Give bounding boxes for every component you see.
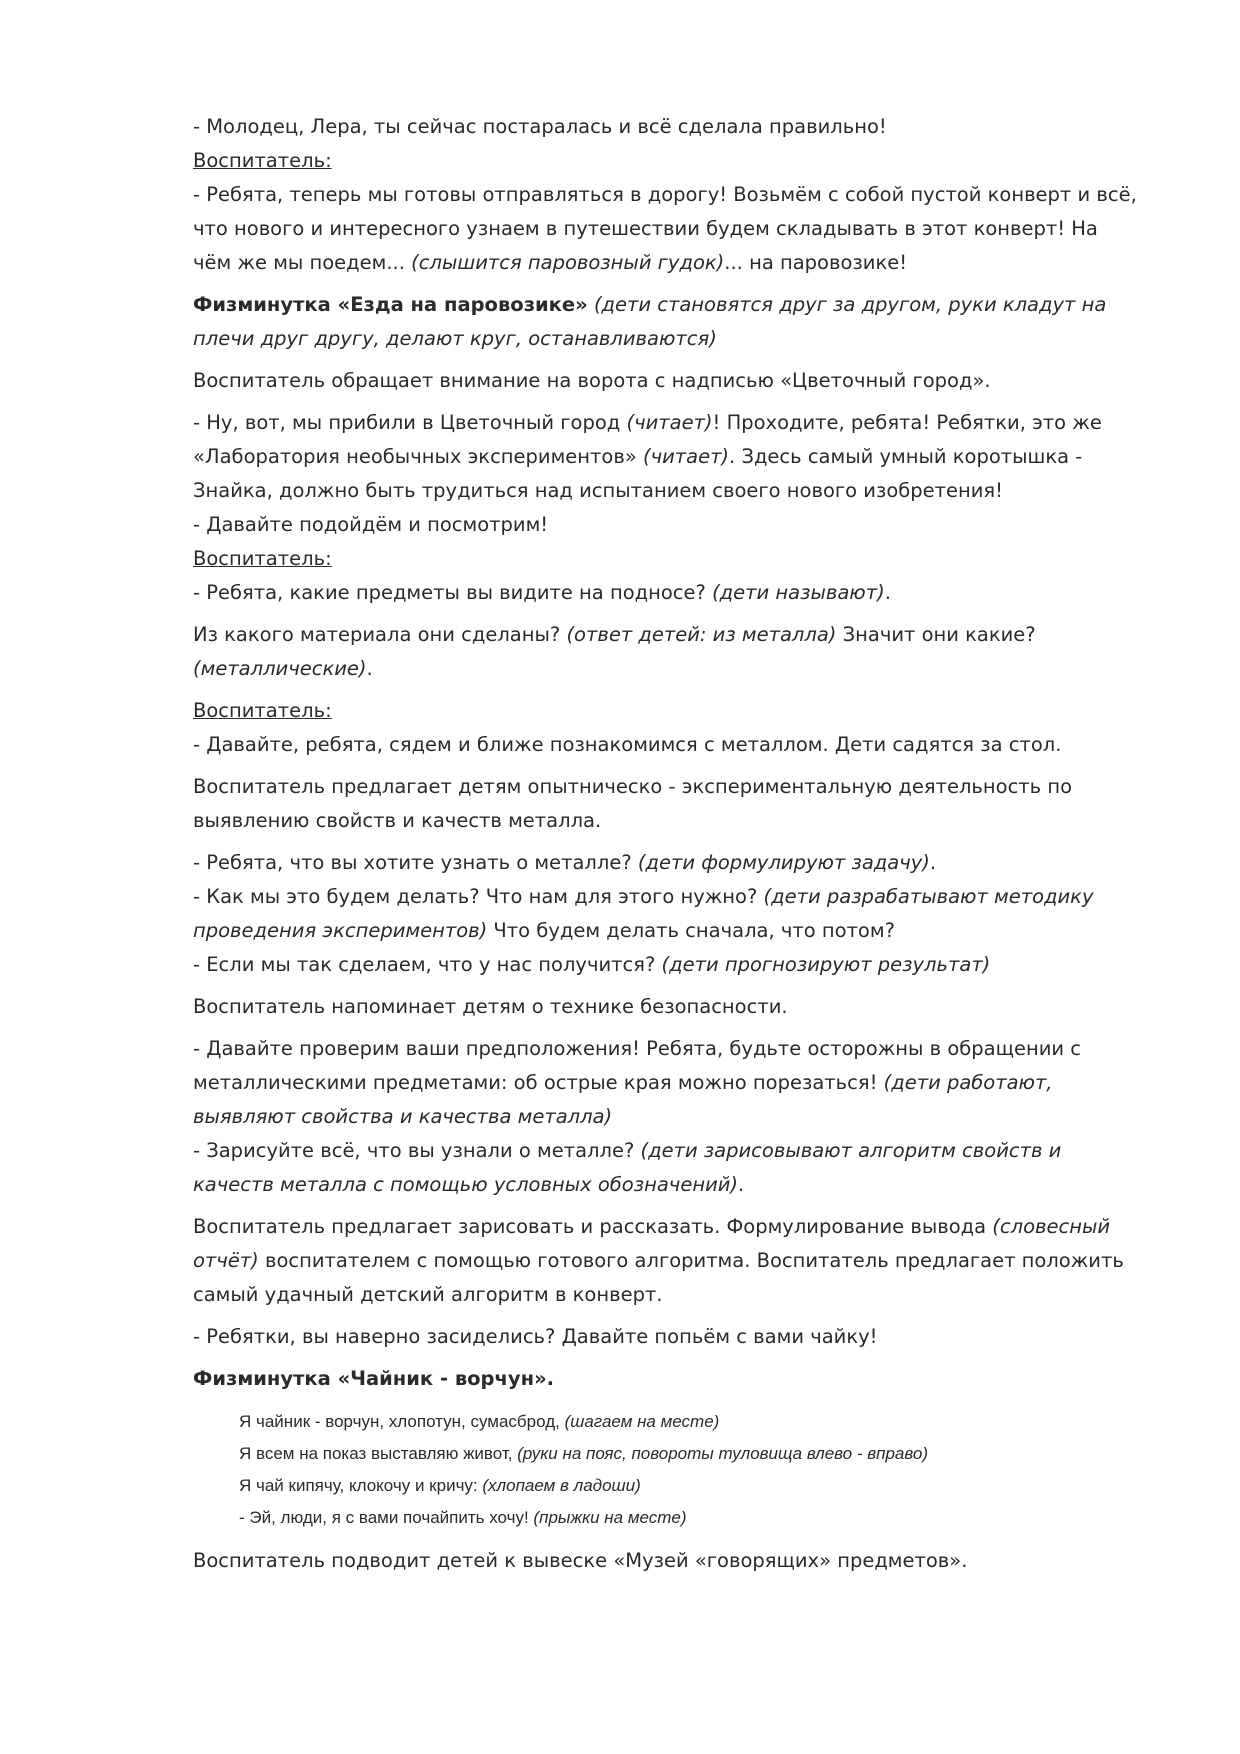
paragraph: Воспитатель предлагает детям опытническо - экспериментальную деятельность по выявлению свойств и качеств металла. [193,775,1073,832]
paragraph: Из какого материала они сделаны? (ответ детей: из металла) Значит они какие? (металлические). [193,623,1036,680]
poem-line: - Эй, люди, я с вами почайпить хочу! (прыжки на месте) [239,1508,687,1527]
paragraph: - Если мы так сделаем, что у нас получится? (дети прогнозируют результат) [193,953,991,976]
section-heading: Физминутка «Езда на паровозике» (дети становятся друг за другом, руки кладут на плечи друг другу, делают круг, останавливаются) [193,293,1107,350]
paragraph: - Давайте проверим ваши предположения! Ребята, будьте осторожны в обращении с металлическими предметами: об острые края можно порезаться! (дети работают, выявляют свойства и качества металла) [193,1037,1081,1128]
paragraph: - Ребята, какие предметы вы видите на подносе? (дети называют). [193,581,891,604]
paragraph: - Ребята, что вы хотите узнать о металле? (дети формулируют задачу). [193,851,937,874]
paragraph: - Как мы это будем делать? Что нам для этого нужно? (дети разрабатывают методику проведения экспериментов) Что будем делать сначала, что потом? [193,885,1094,942]
paragraph: - Ребята, теперь мы готовы отправляться в дорогу! Возьмём с собой пустой конверт и всё, что нового и интересного узнаем в путешествии будем складывать в этот конверт! На чём же мы поедем... (слышится паровозный гудок)... на паровозике! [193,183,1137,274]
poem-line: Я всем на показ выставляю живот, (руки на пояс, повороты туловища влево - вправо) [239,1444,928,1463]
paragraph: - Молодец, Лера, ты сейчас постаралась и всё сделала правильно! [193,115,887,138]
paragraph: - Давайте подойдём и посмотрим! [193,513,549,536]
paragraph: Воспитатель подводит детей к вывеске «Музей «говорящих» предметов». [193,1549,968,1572]
paragraph: Воспитатель предлагает зарисовать и рассказать. Формулирование вывода (словесный отчёт) воспитателем с помощью готового алгоритма. Воспитатель предлагает положить самый удачный детский алгоритм в конверт. [193,1215,1124,1306]
paragraph: - Зарисуйте всё, что вы узнали о металле? (дети зарисовывают алгоритм свойств и качеств металла с помощью условных обозначений). [193,1139,1062,1196]
paragraph: - Ребятки, вы наверно засиделись? Давайте попьём с вами чайку! [193,1325,878,1348]
poem-line: Я чайник - ворчун, хлопотун, сумасброд, (шагаем на месте) [239,1412,720,1431]
poem [177,1406,1137,1534]
paragraph: Воспитатель напоминает детям о технике безопасности. [193,995,788,1018]
section-heading: Физминутка «Чайник - ворчун». [193,1367,555,1390]
paragraph: - Ну, вот, мы прибили в Цветочный город (читает)! Проходите, ребята! Ребятки, это же «Лаборатория необычных экспериментов» (читает). Здесь самый умный коротышка - Знайка, должно быть трудиться над испытанием своего нового изобретения! [193,411,1102,502]
speaker-label: Воспитатель: [193,547,332,570]
poem-line: Я чай кипячу, клокочу и кричу: (хлопаем в ладоши) [239,1476,641,1495]
speaker-label: Воспитатель: [193,149,332,172]
document-body [177,110,1137,1578]
paragraph: - Давайте, ребята, сядем и ближе познакомимся с металлом. Дети садятся за стол. [193,733,1062,756]
paragraph: Воспитатель обращает внимание на ворота с надписью «Цветочный город». [193,369,991,392]
speaker-label: Воспитатель: [193,699,332,722]
